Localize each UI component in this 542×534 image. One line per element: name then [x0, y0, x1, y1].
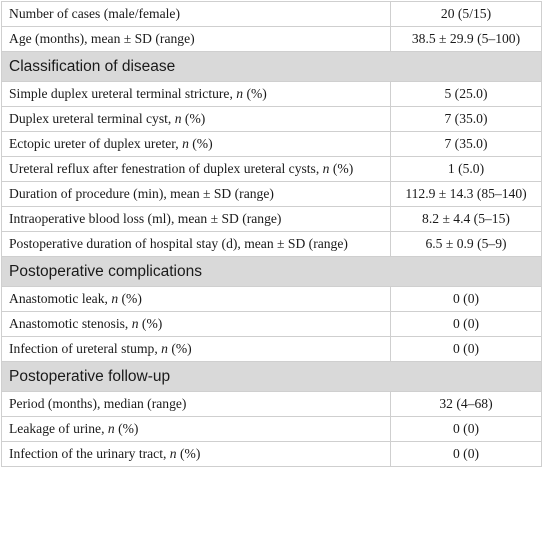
row-label-symbol: n — [131, 316, 139, 331]
row-label: Duplex ureteral terminal cyst, — [9, 111, 175, 126]
row-label: Ectopic ureter of duplex ureter, — [9, 136, 183, 151]
row-label-symbol: n — [169, 446, 177, 461]
section-header: Classification of disease — [2, 52, 542, 82]
table-row — [2, 2, 542, 27]
table-row — [2, 232, 542, 257]
table-row — [2, 182, 542, 207]
row-label-cell — [2, 337, 391, 362]
row-label-cell — [2, 107, 391, 132]
row-label: Anastomotic leak, — [9, 291, 112, 306]
table-row — [2, 337, 542, 362]
row-label-symbol: n — [236, 86, 244, 101]
table-row — [2, 27, 542, 52]
table-row — [2, 287, 542, 312]
row-label-cell — [2, 132, 391, 157]
row-label-symbol: n — [322, 161, 330, 176]
row-label: Age (months), mean ± SD (range) — [9, 31, 195, 46]
row-label: Infection of ureteral stump, — [9, 341, 162, 356]
row-value: 0 (0) — [391, 442, 542, 467]
row-label-cell — [2, 417, 391, 442]
row-label-cell — [2, 232, 391, 257]
row-value: 7 (35.0) — [391, 107, 542, 132]
row-label-suffix: (%) — [167, 341, 192, 356]
row-label: Period (months), median (range) — [9, 396, 187, 411]
table-row — [2, 392, 542, 417]
row-label-cell — [2, 392, 391, 417]
row-label: Ureteral reflux after fenestration of duplex ureteral cysts, — [9, 161, 323, 176]
row-value: 0 (0) — [391, 312, 542, 337]
row-value: 20 (5/15) — [391, 2, 542, 27]
row-label-suffix: (%) — [243, 86, 267, 101]
data-table-container — [1, 1, 541, 467]
row-label-suffix: (%) — [188, 136, 213, 151]
table-row — [2, 157, 542, 182]
row-label-suffix: (%) — [329, 161, 354, 176]
row-value: 1 (5.0) — [391, 157, 542, 182]
table-row — [2, 417, 542, 442]
row-label-cell — [2, 207, 391, 232]
row-value: 0 (0) — [391, 287, 542, 312]
section-header-row — [2, 52, 542, 82]
table-row — [2, 82, 542, 107]
row-label-cell — [2, 157, 391, 182]
row-label-cell — [2, 182, 391, 207]
row-label: Simple duplex ureteral terminal stricture, — [9, 86, 237, 101]
row-label: Infection of the urinary tract, — [9, 446, 170, 461]
row-label: Number of cases (male/female) — [9, 6, 180, 21]
section-header-row — [2, 257, 542, 287]
row-label: Duration of procedure (min), mean ± SD (range) — [9, 186, 274, 201]
row-label-cell — [2, 312, 391, 337]
row-label-cell — [2, 27, 391, 52]
table-row — [2, 442, 542, 467]
section-header: Postoperative follow-up — [2, 362, 542, 392]
row-label-suffix: (%) — [176, 446, 201, 461]
table-body — [2, 2, 542, 467]
section-header: Postoperative complications — [2, 257, 542, 287]
row-label-symbol: n — [111, 291, 119, 306]
table-row — [2, 132, 542, 157]
section-header-row — [2, 362, 542, 392]
row-label: Leakage of urine, — [9, 421, 108, 436]
row-label-suffix: (%) — [114, 421, 139, 436]
row-label-cell — [2, 287, 391, 312]
row-label: Intraoperative blood loss (ml), mean ± SD (range) — [9, 211, 282, 226]
row-value: 112.9 ± 14.3 (85–140) — [391, 182, 542, 207]
row-label-symbol: n — [182, 136, 189, 151]
row-label-cell — [2, 442, 391, 467]
row-value: 8.2 ± 4.4 (5–15) — [391, 207, 542, 232]
row-value: 0 (0) — [391, 337, 542, 362]
clinical-data-table — [1, 1, 542, 467]
row-label-symbol: n — [174, 111, 182, 126]
row-value: 6.5 ± 0.9 (5–9) — [391, 232, 542, 257]
row-label-suffix: (%) — [181, 111, 206, 126]
row-label-suffix: (%) — [138, 316, 163, 331]
table-row — [2, 107, 542, 132]
table-row — [2, 207, 542, 232]
row-label: Anastomotic stenosis, — [9, 316, 132, 331]
row-label-symbol: n — [107, 421, 115, 436]
row-value: 7 (35.0) — [391, 132, 542, 157]
table-row — [2, 312, 542, 337]
row-value: 32 (4–68) — [391, 392, 542, 417]
row-label: Postoperative duration of hospital stay (d), mean ± SD (range) — [9, 236, 348, 251]
row-value: 38.5 ± 29.9 (5–100) — [391, 27, 542, 52]
row-value: 0 (0) — [391, 417, 542, 442]
row-label-symbol: n — [161, 341, 168, 356]
row-label-cell — [2, 2, 391, 27]
row-label-cell — [2, 82, 391, 107]
row-value: 5 (25.0) — [391, 82, 542, 107]
row-label-suffix: (%) — [118, 291, 142, 306]
